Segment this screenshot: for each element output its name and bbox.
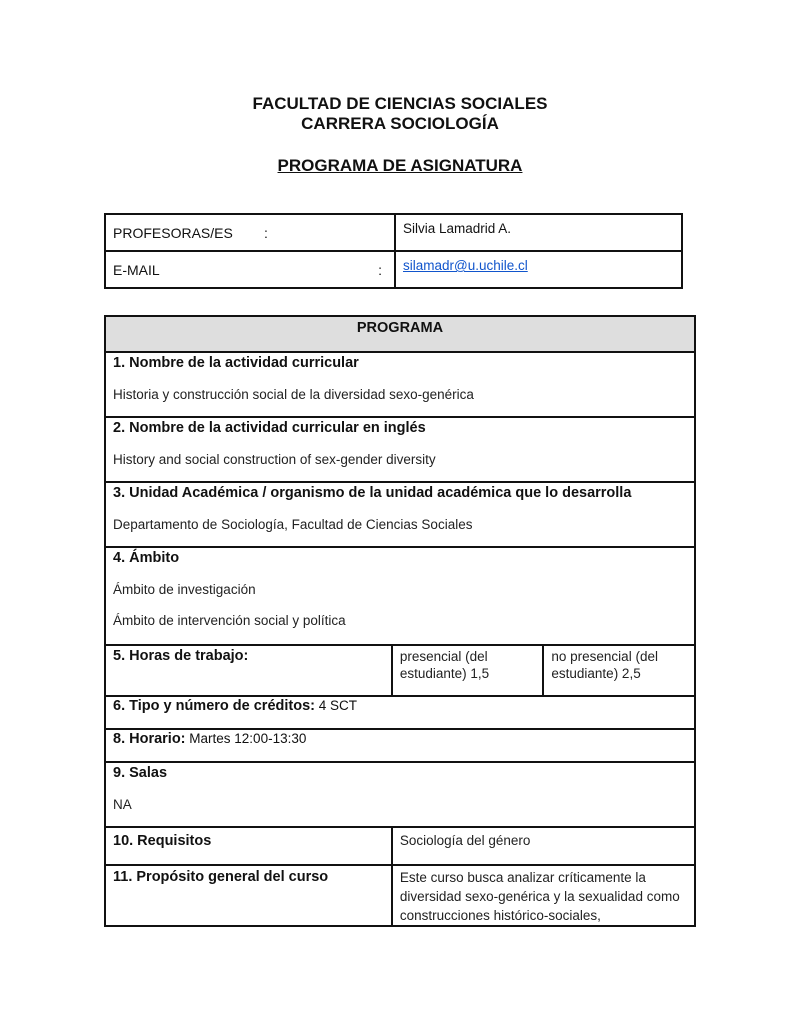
email-link[interactable]: silamadr@u.uchile.cl: [403, 258, 528, 273]
section-11-value: Este curso busca analizar críticamente la diversidad sexo-genérica y la sexualidad como construcciones histórico-sociales,: [392, 865, 695, 926]
email-row: [105, 251, 682, 288]
program-table: [104, 315, 696, 927]
document-title: PROGRAMA DE ASIGNATURA: [277, 156, 523, 175]
section-9-heading: 9. Salas: [113, 765, 168, 781]
professor-info-table: [104, 213, 683, 289]
email-label-cell: [105, 251, 395, 288]
section-4-value-1: Ámbito de investigación: [113, 582, 256, 597]
no-presencial-hours: no presencial (del estudiante) 2,5: [543, 645, 695, 696]
section-11-row: [105, 865, 695, 926]
section-2-row: [105, 417, 695, 482]
section-1-value: Historia y construcción social de la diversidad sexo-genérica: [113, 387, 474, 402]
email-value-cell: [395, 251, 682, 288]
section-1-heading: 1. Nombre de la actividad curricular: [113, 355, 359, 371]
section-5-heading: 5. Horas de trabajo:: [113, 648, 249, 664]
section-8-heading: 8. Horario:: [113, 731, 186, 747]
section-6-heading: 6. Tipo y número de créditos:: [113, 698, 315, 714]
section-10-row: [105, 827, 695, 865]
section-2-value: History and social construction of sex-gender diversity: [113, 452, 436, 467]
professors-value: Silvia Lamadrid A.: [395, 214, 682, 251]
section-9-row: [105, 762, 695, 827]
section-8-value: Martes 12:00-13:30: [189, 731, 307, 746]
section-8-row: [105, 729, 695, 762]
section-3-value: Departamento de Sociología, Facultad de Ciencias Sociales: [113, 517, 473, 532]
section-5-row: [105, 645, 695, 696]
career-title: CARRERA SOCIOLOGÍA: [301, 114, 499, 133]
program-header-row: [105, 316, 695, 352]
email-label: E-MAIL: [113, 261, 160, 278]
presencial-hours: presencial (del estudiante) 1,5: [392, 645, 544, 696]
section-3-row: [105, 482, 695, 547]
professors-label: PROFESORAS/ES: [113, 224, 233, 241]
section-4-heading: 4. Ámbito: [113, 550, 180, 566]
section-6-row: [105, 696, 695, 729]
colon-separator: :: [378, 261, 382, 278]
professors-row: [105, 214, 682, 251]
faculty-title: FACULTAD DE CIENCIAS SOCIALES: [252, 94, 548, 113]
section-4-value-2: Ámbito de intervención social y política: [113, 613, 346, 628]
professors-label-cell: [105, 214, 395, 251]
section-1-row: [105, 352, 695, 417]
colon-separator: :: [264, 224, 268, 241]
section-4-row: [105, 547, 695, 645]
section-11-heading: 11. Propósito general del curso: [113, 869, 329, 885]
section-10-heading: 10. Requisitos: [113, 833, 212, 849]
program-header: PROGRAMA: [105, 316, 695, 352]
section-6-value: 4 SCT: [318, 698, 357, 713]
section-3-heading: 3. Unidad Académica / organismo de la unidad académica que lo desarrolla: [113, 485, 632, 501]
section-9-value: NA: [113, 797, 132, 812]
section-10-value: Sociología del género: [392, 827, 695, 865]
section-2-heading: 2. Nombre de la actividad curricular en inglés: [113, 420, 426, 436]
